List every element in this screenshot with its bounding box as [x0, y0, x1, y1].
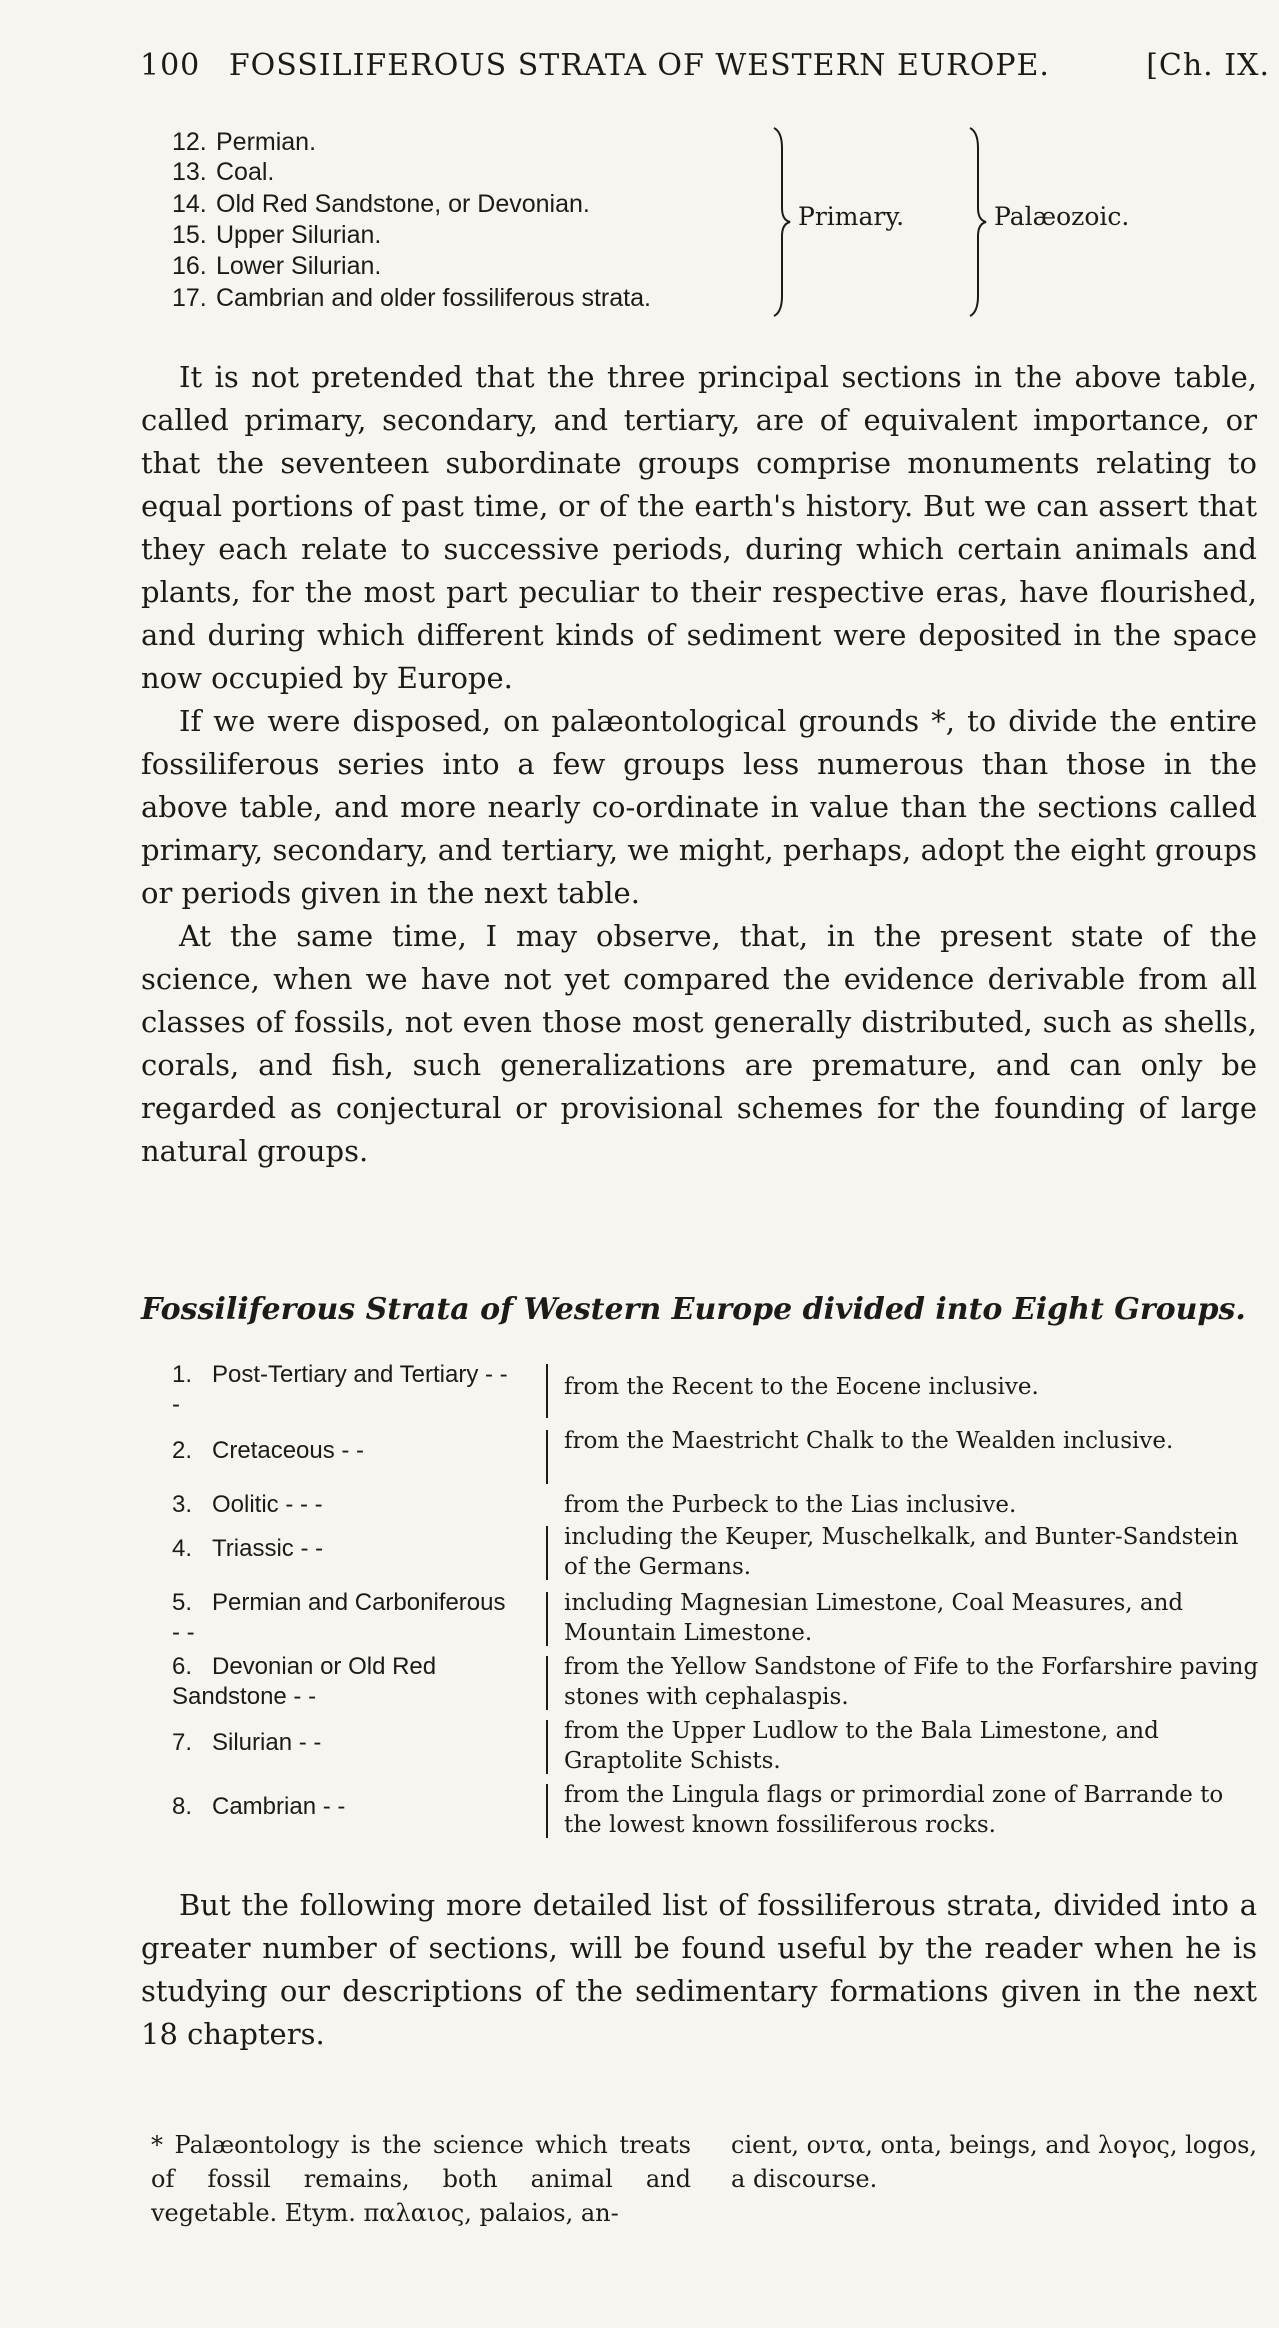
body-text	[141, 356, 1257, 1173]
brace-palaeozoic	[968, 124, 988, 320]
chapter-label: [Ch. IX.	[1146, 48, 1270, 83]
group-name: 6. Devonian or Old Red Sandstone - -	[172, 1653, 437, 1710]
brace	[532, 1526, 548, 1580]
row-label: Old Red Sandstone, or Devonian.	[216, 190, 590, 218]
row-number: 13.	[172, 158, 207, 186]
group-name: 2. Cretaceous - -	[172, 1437, 365, 1464]
paragraph: If we were disposed, on palæontological grounds *, to divide the entire fossiliferous series into a few groups less numerous than those in the above table, and more nearly co-ordinate in value than the sections called primary, secondary, and tertiary, we might, perhaps, adopt the eight groups or periods given in the next table.	[141, 704, 1257, 910]
group-name: 3. Oolitic - - -	[172, 1491, 323, 1518]
running-title: FOSSILIFEROUS STRATA OF WESTERN EUROPE.	[228, 48, 1050, 83]
table-row	[172, 252, 381, 282]
group-description: from the Maestricht Chalk to the Wealden inclusive.	[564, 1428, 1174, 1454]
paragraph: But the following more detailed list of fossiliferous strata, divided into a greater number of sections, will be found useful by the reader when he is studying our descriptions of the sedimentary formations given in the next 18 chapters.	[141, 1888, 1257, 2051]
closing-text	[141, 1884, 1257, 2056]
palaeozoic-label: Palæozoic.	[994, 202, 1130, 231]
group-description: from the Upper Ludlow to the Bala Limestone, and Graptolite Schists.	[564, 1718, 1159, 1774]
brace	[532, 1592, 548, 1646]
footnote-left: * Palæontology is the science which treats of fossil remains, both animal and vegetable. Etym. παλαιος, palaios, an-	[151, 2131, 691, 2227]
table-title: Fossiliferous Strata of Western Europe divided into Eight Groups.	[141, 1292, 1246, 1327]
footnote-right: cient, οντα, onta, beings, and λογος, logos, a discourse.	[731, 2131, 1258, 2193]
group-name: 7. Silurian - -	[172, 1729, 322, 1756]
brace-primary	[772, 124, 792, 320]
brace	[532, 1784, 548, 1838]
row-label: Permian.	[216, 128, 317, 156]
table-row	[172, 190, 590, 220]
table-row	[172, 158, 274, 188]
table-row	[172, 221, 381, 251]
group-name: 8. Cambrian - -	[172, 1793, 346, 1820]
table-row	[172, 128, 316, 158]
group-name: 1. Post-Tertiary and Tertiary - - -	[172, 1361, 508, 1418]
row-number: 17.	[172, 284, 207, 312]
group-description: including the Keuper, Muschelkalk, and Bunter-Sandstein of the Germans.	[564, 1524, 1239, 1580]
row-number: 12.	[172, 128, 207, 156]
row-label: Upper Silurian.	[216, 221, 382, 249]
group-description: from the Purbeck to the Lias inclusive.	[564, 1492, 1017, 1518]
page-number: 100	[140, 48, 201, 83]
brace	[532, 1656, 548, 1710]
brace	[532, 1720, 548, 1774]
group-name: 5. Permian and Carboniferous - -	[172, 1589, 506, 1646]
group-description: from the Lingula flags or primordial zone of Barrande to the lowest known fossiliferous rocks.	[564, 1782, 1224, 1838]
row-label: Lower Silurian.	[216, 252, 382, 280]
paragraph: At the same time, I may observe, that, in the present state of the science, when we have not yet compared the evidence derivable from all classes of fossils, not even those most generally distributed, such as shells, corals, and fish, such generalizations are premature, and can only be regarded as conjectural or provisional schemes for the founding of large natural groups.	[141, 919, 1257, 1168]
row-label: Cambrian and older fossiliferous strata.	[216, 284, 651, 312]
row-number: 16.	[172, 252, 207, 280]
brace	[532, 1364, 548, 1418]
row-number: 15.	[172, 221, 207, 249]
group-description: including Magnesian Limestone, Coal Measures, and Mountain Limestone.	[564, 1590, 1184, 1646]
row-label: Coal.	[216, 158, 275, 186]
group-name: 4. Triassic - -	[172, 1535, 324, 1562]
group-description: from the Recent to the Eocene inclusive.	[564, 1374, 1039, 1400]
row-number: 14.	[172, 190, 207, 218]
paragraph: It is not pretended that the three principal sections in the above table, called primary, secondary, and tertiary, are of equivalent importance, or that the seventeen subordinate groups comprise monuments relating to equal portions of past time, or of the earth's history. But we can assert that they each relate to successive periods, during which certain animals and plants, for the most part peculiar to their respective eras, have flourished, and during which different kinds of sediment were deposited in the space now occupied by Europe.	[141, 360, 1257, 695]
brace	[532, 1430, 548, 1484]
table-row	[172, 284, 651, 314]
primary-label: Primary.	[798, 202, 905, 231]
running-header	[140, 48, 1270, 83]
group-description: from the Yellow Sandstone of Fife to the Forfarshire paving stones with cephalaspis.	[564, 1654, 1259, 1710]
